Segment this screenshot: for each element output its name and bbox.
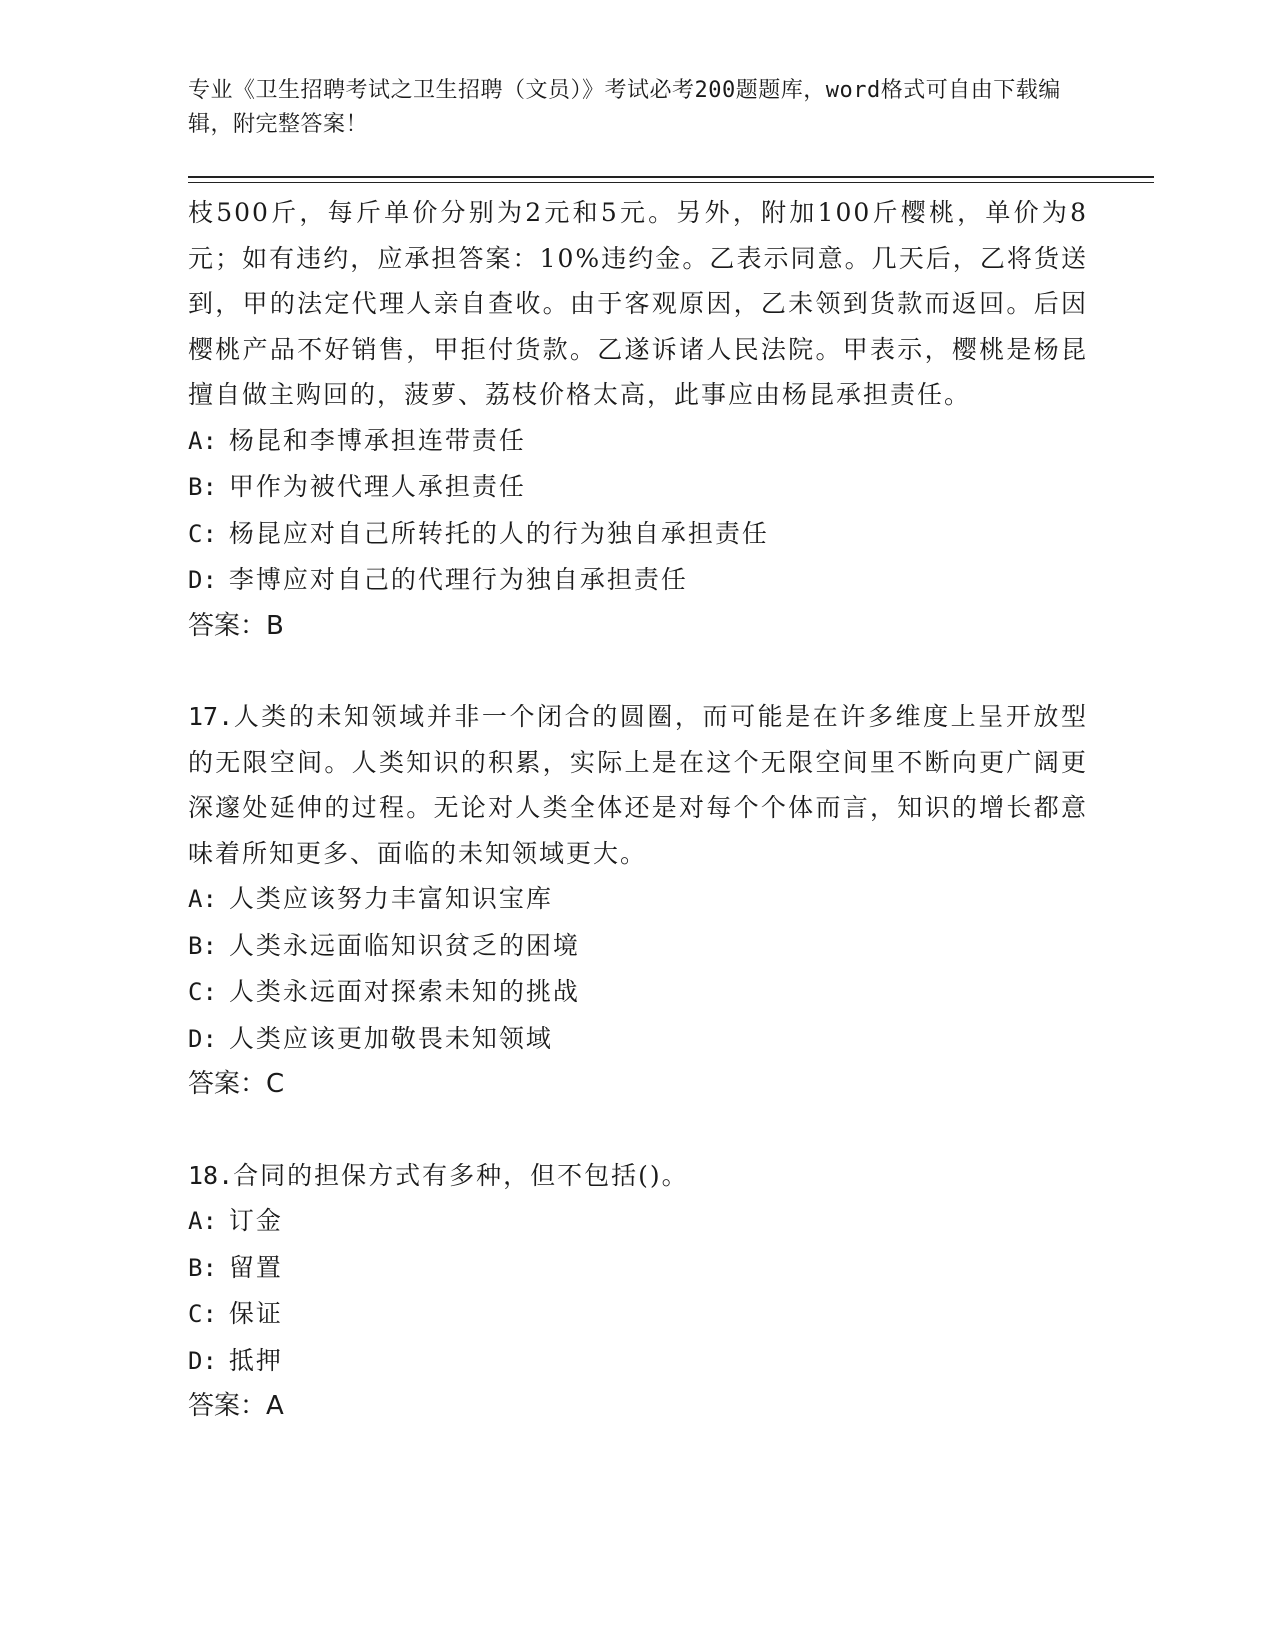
option-text: 杨昆和李博承担连带责任 bbox=[228, 425, 526, 455]
option-b bbox=[188, 923, 1088, 970]
option-a bbox=[188, 418, 1088, 465]
option-text: 人类永远面临知识贫乏的困境 bbox=[228, 930, 580, 960]
spacer bbox=[188, 649, 1088, 694]
option-a bbox=[188, 1198, 1088, 1245]
option-key: C: bbox=[188, 1300, 217, 1328]
option-text: 人类应该更加敬畏未知领域 bbox=[228, 1023, 553, 1053]
question-number: 18. bbox=[188, 1160, 234, 1190]
option-text: 甲作为被代理人承担责任 bbox=[228, 472, 526, 501]
option-text: 李博应对自己的代理行为独自承担责任 bbox=[228, 565, 688, 594]
answer-line: 答案：C bbox=[188, 1069, 285, 1099]
question-number: 17. bbox=[188, 702, 234, 731]
option-key: A: bbox=[188, 426, 217, 455]
question-list bbox=[188, 190, 1088, 1430]
option-key: A: bbox=[188, 885, 217, 913]
option-key: D: bbox=[188, 566, 217, 594]
option-d bbox=[188, 557, 1088, 604]
option-a bbox=[188, 876, 1088, 923]
question-text: 枝500斤，每斤单价分别为2元和5元。另外，附加100斤樱桃，单价为8元；如有违约，应承担答案：10%违约金。乙表示同意。几天后，乙将货送到，甲的法定代理人亲自查收。由于客观原因，乙未领到货款而返回。后因樱桃产品不好销售，甲拒付货款。乙遂诉诸人民法院。甲表示，樱桃是杨昆擅自做主购回的，菠萝、荔枝价格太高，此事应由杨昆承担责任。 bbox=[188, 198, 1088, 409]
question-17 bbox=[188, 694, 1088, 1108]
option-text: 抵押 bbox=[228, 1345, 283, 1375]
answer-line: 答案：B bbox=[188, 610, 284, 641]
question-body: 人类的未知领域并非一个闭合的圆圈，而可能是在许多维度上呈开放型的无限空间。人类知识的积累，实际上是在这个无限空间里不断向更广阔更深邃处延伸的过程。无论对人类全体还是对每个个体而言，知识的增长都意味着所知更多、面临的未知领域更大。 bbox=[188, 702, 1088, 868]
option-c bbox=[188, 969, 1088, 1016]
option-text: 杨昆应对自己所转托的人的行为独自承担责任 bbox=[228, 518, 769, 548]
option-d bbox=[188, 1016, 1088, 1063]
document-header: 专业《卫生招聘考试之卫生招聘（文员）》考试必考200题题库，word格式可自由下载编辑，附完整答案！ bbox=[188, 78, 1061, 137]
spacer bbox=[188, 1108, 1088, 1153]
option-key: D: bbox=[188, 1346, 217, 1375]
option-b bbox=[188, 1245, 1088, 1292]
option-key: B: bbox=[188, 931, 217, 960]
option-key: B: bbox=[188, 473, 217, 501]
option-d bbox=[188, 1338, 1088, 1385]
question-text bbox=[188, 694, 1088, 876]
option-text: 保证 bbox=[228, 1299, 283, 1328]
header-divider-thick bbox=[188, 176, 1154, 178]
option-key: D: bbox=[188, 1024, 217, 1053]
option-text: 人类应该努力丰富知识宝库 bbox=[228, 884, 553, 913]
option-key: C: bbox=[188, 519, 217, 548]
answer-line: 答案：A bbox=[188, 1391, 284, 1421]
option-text: 人类永远面对探索未知的挑战 bbox=[228, 977, 580, 1006]
option-key: B: bbox=[188, 1253, 217, 1282]
option-c bbox=[188, 511, 1088, 558]
option-text: 订金 bbox=[228, 1206, 283, 1235]
option-key: A: bbox=[188, 1207, 217, 1235]
question-18 bbox=[188, 1153, 1088, 1430]
option-c bbox=[188, 1291, 1088, 1338]
option-key: C: bbox=[188, 978, 217, 1006]
option-text: 留置 bbox=[228, 1252, 283, 1282]
question-body: 合同的担保方式有多种，但不包括()。 bbox=[233, 1160, 689, 1190]
header-divider-thin bbox=[188, 182, 1154, 183]
question-text bbox=[188, 1153, 1088, 1199]
question-16 bbox=[188, 190, 1088, 649]
option-b bbox=[188, 464, 1088, 511]
